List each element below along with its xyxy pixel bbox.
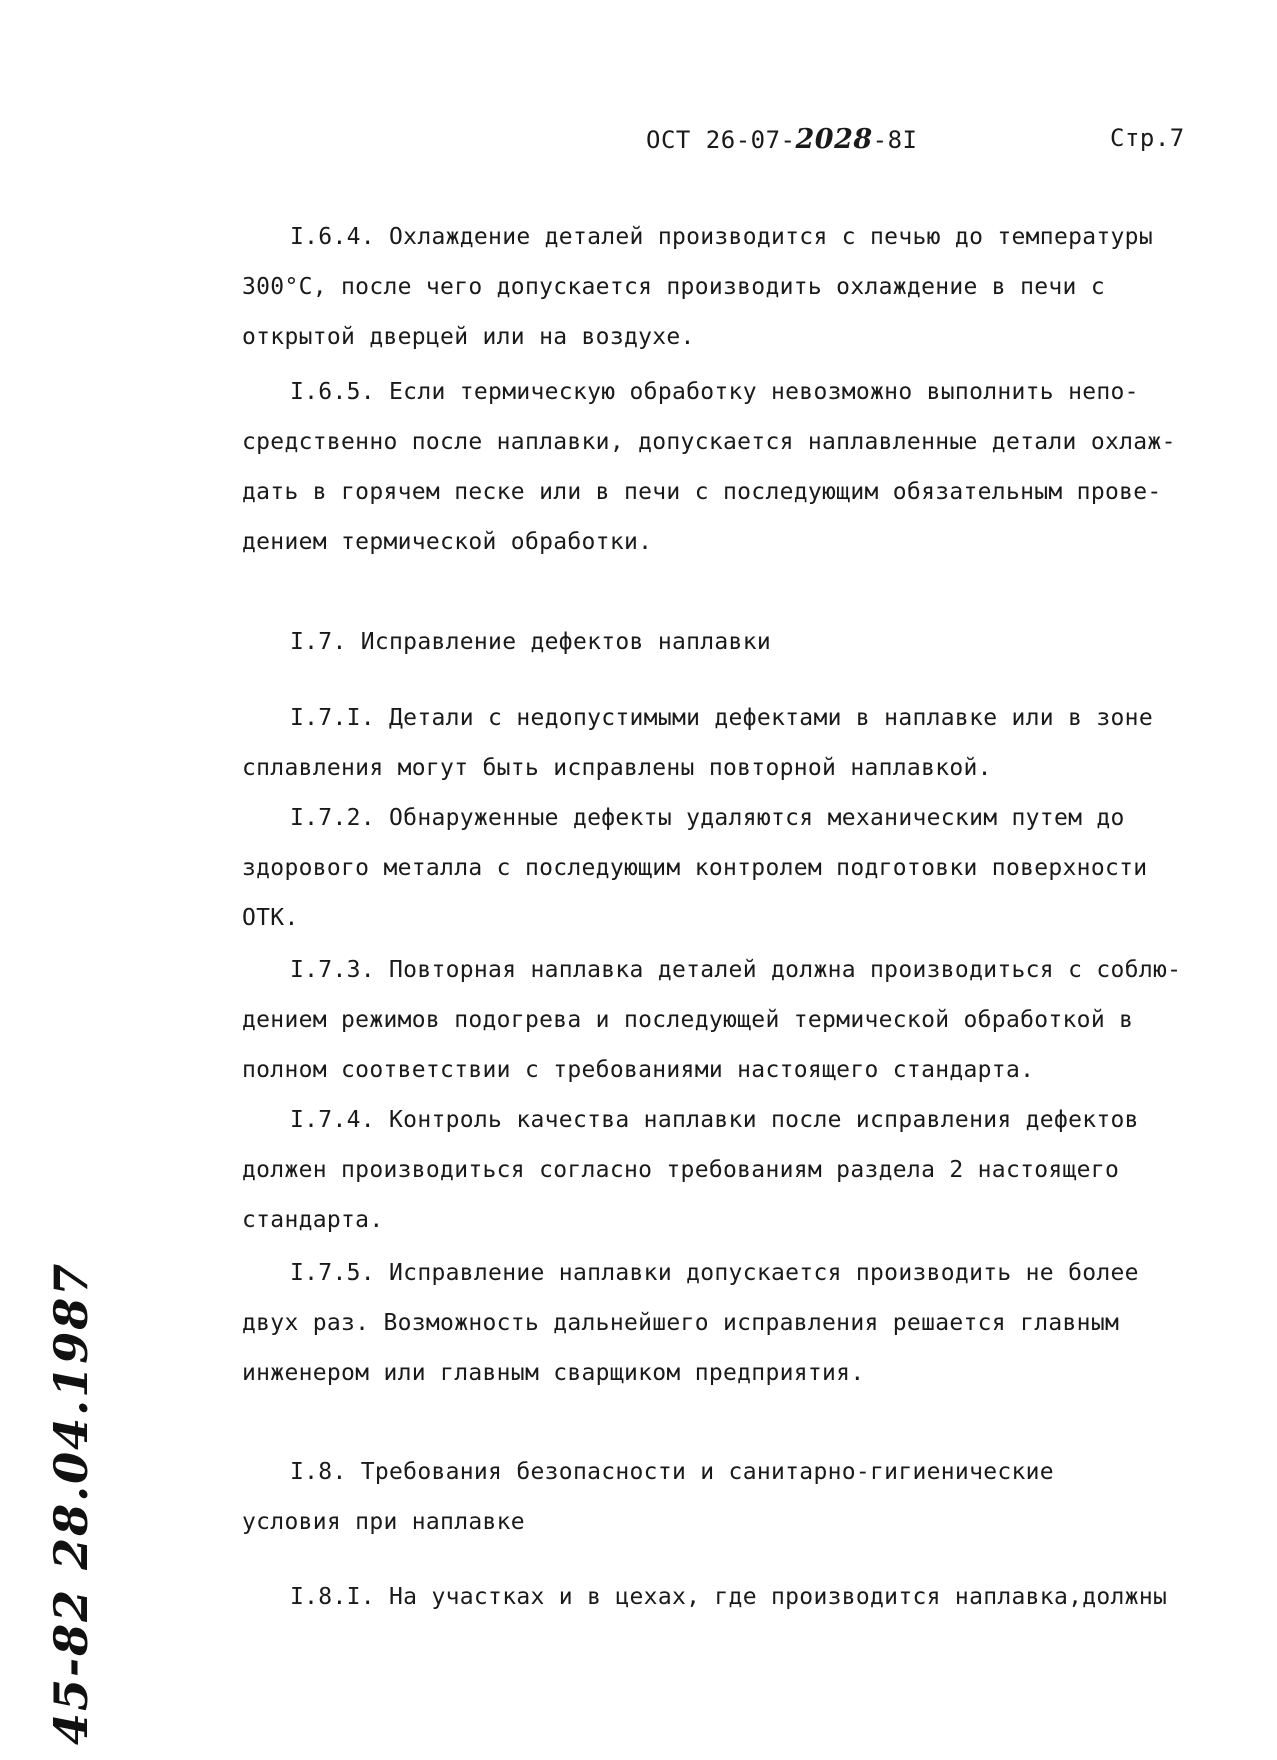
body-line: дать в горячем песке или в печи с последующим обязательным прове- [242, 479, 1162, 505]
body-line: сплавления могут быть исправлены повторной наплавкой. [242, 755, 992, 781]
section-heading: I.7. Исправление дефектов наплавки [290, 629, 772, 655]
body-line: инженером или главным сварщиком предприятия. [242, 1360, 865, 1386]
document-code [646, 124, 918, 155]
body-line: I.7.3. Повторная наплавка деталей должна производиться с соблю- [290, 957, 1182, 983]
section-heading: I.8. Требования безопасности и санитарно-гигиенические [290, 1459, 1054, 1485]
body-line: здорового металла с последующим контролем подготовки поверхности [242, 855, 1148, 881]
body-line: I.7.5. Исправление наплавки допускается производить не более [290, 1260, 1139, 1286]
body-line: дением режимов подогрева и последующей термической обработкой в [242, 1007, 1134, 1033]
body-line: двух раз. Возможность дальнейшего исправления решается главным [242, 1310, 1120, 1336]
code-suffix: -8I [872, 126, 918, 154]
body-line: I.6.4. Охлаждение деталей производится с печью до температуры [290, 224, 1153, 250]
body-line: дением термической обработки. [242, 529, 653, 555]
body-line: I.7.4. Контроль качества наплавки после исправления дефектов [290, 1107, 1139, 1133]
body-line: стандарта. [242, 1207, 384, 1233]
body-line: должен производиться согласно требованиям раздела 2 настоящего [242, 1157, 1120, 1183]
body-line: ОТК. [242, 905, 299, 931]
code-handwritten-number: 2028 [795, 124, 873, 155]
page-number: Стр.7 [1110, 124, 1185, 152]
section-heading: условия при наплавке [242, 1509, 525, 1535]
body-line: I.7.I. Детали с недопустимыми дефектами в наплавке или в зоне [290, 705, 1153, 731]
body-line: полном соответствии с требованиями настоящего стандарта. [242, 1057, 1035, 1083]
code-prefix: ОСТ 26-07- [646, 126, 796, 154]
body-line: 300°С, после чего допускается производить охлаждение в печи с [242, 274, 1105, 300]
handwritten-margin-note: 45-82 28.04.1987 [44, 1261, 98, 1745]
body-line: I.6.5. Если термическую обработку невозможно выполнить непо- [290, 379, 1139, 405]
body-line: I.8.I. На участках и в цехах, где производится наплавка,должны [290, 1584, 1168, 1610]
body-line: открытой дверцей или на воздухе. [242, 324, 695, 350]
body-line: средственно после наплавки, допускается наплавленные детали охлаж- [242, 429, 1176, 455]
body-line: I.7.2. Обнаруженные дефекты удаляются механическим путем до [290, 805, 1125, 831]
